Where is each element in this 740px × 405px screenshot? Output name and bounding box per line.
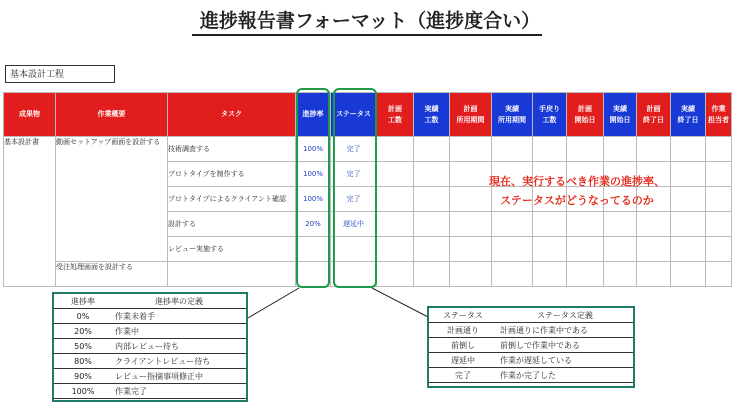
progress-cell: 20% (296, 212, 331, 237)
deliverable-cell: 基本設計書 (4, 137, 56, 287)
legend-row (54, 339, 246, 354)
legend-definition: 前倒しで作業中である (497, 338, 633, 353)
empty-cell (706, 262, 732, 287)
legend-status: 完了 (429, 368, 497, 383)
empty-cell (604, 262, 637, 287)
legend-rate: 80% (54, 354, 112, 369)
legend-definition: 作業完了 (112, 384, 246, 399)
legend-status: 遅延中 (429, 353, 497, 368)
empty-cell (671, 137, 706, 162)
legend-definition: レビュー指摘事項修正中 (112, 369, 246, 384)
column-header: 実績 開始日 (604, 93, 637, 137)
empty-cell (377, 187, 414, 212)
legend-row (54, 309, 246, 324)
legend-status: 前倒し (429, 338, 497, 353)
status-connector-line (372, 288, 430, 318)
empty-cell (377, 237, 414, 262)
title-underline (192, 34, 542, 36)
column-header: 実績 工数 (414, 93, 450, 137)
legend-row (429, 368, 633, 383)
empty-cell (377, 212, 414, 237)
annotation-text (462, 172, 692, 210)
column-header: 計画 工数 (377, 93, 414, 137)
column-header: 成果物 (4, 93, 56, 137)
process-label: 基本設計工程 (5, 65, 115, 83)
empty-cell (414, 187, 450, 212)
task-cell (168, 262, 296, 287)
progress-cell: 100% (296, 187, 331, 212)
column-header: タスク (168, 93, 296, 137)
empty-cell (604, 212, 637, 237)
column-header: 計画 終了日 (637, 93, 671, 137)
status-cell: 遅延中 (331, 212, 377, 237)
task-cell: プロトタイプを制作する (168, 162, 296, 187)
legend-status: 計画通り (429, 323, 497, 338)
status-legend-box (427, 306, 635, 388)
legend-row (54, 324, 246, 339)
empty-cell (567, 137, 604, 162)
progress-legend-table (54, 294, 246, 399)
column-header: 計画 開始日 (567, 93, 604, 137)
empty-cell (706, 162, 732, 187)
empty-cell (567, 237, 604, 262)
empty-cell (637, 237, 671, 262)
progress-column-highlight (296, 88, 330, 288)
legend-row (54, 354, 246, 369)
progress-legend-box (52, 292, 248, 402)
legend-row (54, 384, 246, 399)
empty-cell (533, 212, 567, 237)
column-header: 作業 担当者 (706, 93, 732, 137)
progress-legend-header-rate: 進捗率 (54, 294, 112, 309)
column-header: ステータス (331, 93, 377, 137)
empty-cell (377, 162, 414, 187)
legend-definition: 計画通りに作業中である (497, 323, 633, 338)
empty-cell (414, 212, 450, 237)
legend-row (429, 353, 633, 368)
empty-cell (604, 237, 637, 262)
empty-cell (450, 212, 492, 237)
empty-cell (637, 212, 671, 237)
annotation-line-1: 現在、実行するべき作業の進捗率、 (489, 175, 665, 188)
empty-cell (492, 262, 533, 287)
empty-cell (671, 212, 706, 237)
empty-cell (671, 262, 706, 287)
empty-cell (533, 262, 567, 287)
empty-cell (706, 212, 732, 237)
empty-cell (414, 162, 450, 187)
column-header: 手戻り 工数 (533, 93, 567, 137)
task-cell: プロトタイプによるクライアント確認 (168, 187, 296, 212)
empty-cell (377, 262, 414, 287)
column-header: 計画 所用期間 (450, 93, 492, 137)
legend-definition: 内部レビュー待ち (112, 339, 246, 354)
empty-cell (706, 187, 732, 212)
status-cell: 完了 (331, 187, 377, 212)
task-cell: 設計する (168, 212, 296, 237)
progress-cell: 100% (296, 162, 331, 187)
empty-cell (492, 237, 533, 262)
empty-cell (604, 137, 637, 162)
task-cell: 技術調査する (168, 137, 296, 162)
status-cell: 完了 (331, 137, 377, 162)
progress-legend-header-def: 進捗率の定義 (112, 294, 246, 309)
legend-rate: 20% (54, 324, 112, 339)
empty-cell (706, 237, 732, 262)
column-header: 作業概要 (56, 93, 168, 137)
empty-cell (450, 137, 492, 162)
status-column-highlight (333, 88, 377, 288)
annotation-line-2: ステータスがどうなってるのか (500, 194, 654, 207)
status-legend-table (429, 308, 633, 383)
column-header: 進捗率 (296, 93, 331, 137)
column-header: 実績 終了日 (671, 93, 706, 137)
empty-cell (414, 137, 450, 162)
progress-cell: 100% (296, 137, 331, 162)
empty-cell (377, 137, 414, 162)
empty-cell (492, 212, 533, 237)
legend-definition: クライアントレビュー待ち (112, 354, 246, 369)
legend-row (54, 369, 246, 384)
empty-cell (637, 137, 671, 162)
overview-cell: 受注処理画面を設計する (56, 262, 168, 287)
empty-cell (671, 237, 706, 262)
empty-cell (414, 262, 450, 287)
legend-row (429, 338, 633, 353)
empty-cell (567, 262, 604, 287)
empty-cell (567, 212, 604, 237)
legend-definition: 作業か完了した (497, 368, 633, 383)
empty-cell (450, 237, 492, 262)
overview-cell: 動画セットアップ画面を設計する (56, 137, 168, 262)
empty-cell (706, 137, 732, 162)
legend-rate: 100% (54, 384, 112, 399)
empty-cell (533, 237, 567, 262)
empty-cell (492, 137, 533, 162)
progress-legend-header (54, 294, 246, 309)
status-legend-header (429, 308, 633, 323)
status-legend-header-def: ステータス定義 (497, 308, 633, 323)
legend-rate: 0% (54, 309, 112, 324)
progress-connector-line (248, 288, 299, 318)
page-title: 進捗報告書フォーマット（進捗度合い） (199, 10, 541, 32)
legend-rate: 50% (54, 339, 112, 354)
status-legend-header-status: ステータス (429, 308, 497, 323)
legend-rate: 90% (54, 369, 112, 384)
empty-cell (637, 262, 671, 287)
legend-row (429, 323, 633, 338)
empty-cell (414, 237, 450, 262)
legend-definition: 作業中 (112, 324, 246, 339)
legend-definition: 作業が遅延している (497, 353, 633, 368)
status-cell: 完了 (331, 162, 377, 187)
task-cell: レビュー実施する (168, 237, 296, 262)
column-header: 実績 所用期間 (492, 93, 533, 137)
empty-cell (533, 137, 567, 162)
legend-definition: 作業未着手 (112, 309, 246, 324)
empty-cell (450, 262, 492, 287)
